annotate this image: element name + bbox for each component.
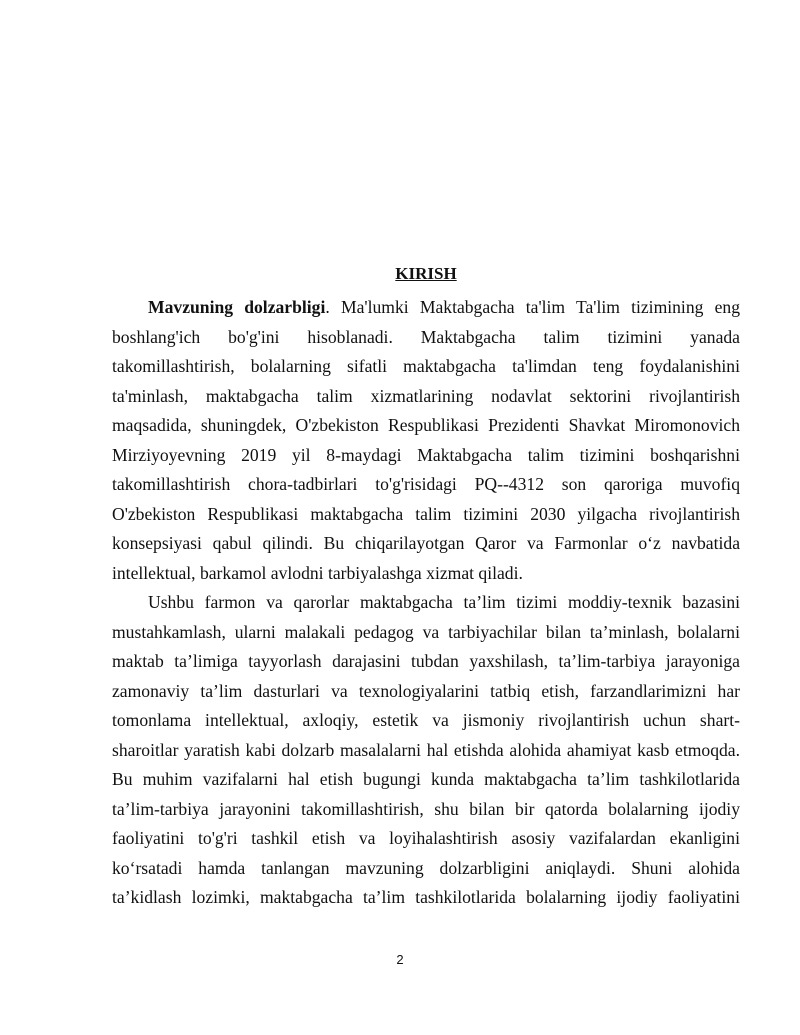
paragraph-2-line: faoliyatini to'g'ri tashkil etish va loyihalashtirish asosiy vazifalardan ekanligini (112, 828, 740, 848)
paragraph-1-line: takomillashtirish, bolalarning sifatli maktabgacha ta'limdan teng foydalanishini (112, 356, 740, 376)
page-number: 2 (396, 952, 404, 967)
topic-relevance-label: Mavzuning dolzarbligi (148, 297, 326, 317)
paragraph-1-line: Mirziyoyevning 2019 yil 8-maydagi Maktabgacha talim tizimini boshqarishni (112, 444, 740, 465)
paragraph-1-line: boshlang'ich bo'g'ini hisoblanadi. Maktabgacha talim tizimini yanada (112, 326, 740, 347)
paragraph-2-line: ko‘rsatadi hamda tanlangan mavzuning dolzarbligini aniqlaydi. Shuni alohida (112, 857, 740, 878)
paragraph-1-line: takomillashtirish chora-tadbirlari to'g'risidagi PQ--4312 son qaroriga muvofiq (112, 474, 740, 494)
paragraph-2-line: tomonlama intellektual, axloqiy, estetik va jismoniy rivojlantirish uchun shart- (112, 710, 740, 730)
paragraph-2-line: ta’lim-tarbiya jarayonini takomillashtirish, shu bilan bir qatorda bolalarning ijodiy (112, 798, 740, 819)
paragraph-2-line: maktab ta’limiga tayyorlash darajasini tubdan yaxshilash, ta’lim-tarbiya jarayoniga (112, 651, 740, 671)
paragraph-1-line (112, 293, 740, 323)
paragraph-2-line: ta’kidlash lozimki, maktabgacha ta’lim tashkilotlarida bolalarning ijodiy faoliyatini (112, 887, 740, 907)
paragraph-2-line: Bu muhim vazifalarni hal etish bugungi kunda maktabgacha ta’lim tashkilotlarida (112, 769, 740, 789)
paragraph-2-line: zamonaviy ta’lim dasturlari va texnologiyalarini tatbiq etish, farzandlarimizni har (112, 680, 740, 701)
section-heading: KIRISH (395, 264, 457, 283)
paragraph-1-line: maqsadida, shuningdek, O'zbekiston Respublikasi Prezidenti Shavkat Miromonovich (112, 415, 740, 435)
paragraph-2-line: sharoitlar yaratish kabi dolzarb masalalarni hal etishda alohida ahamiyat kasb etmoqda. (112, 739, 740, 760)
paragraph-1-line: intellektual, barkamol avlodni tarbiyalashga xizmat qiladi. (112, 562, 523, 583)
paragraph-1-lead-text: . Ma'lumki Maktabgacha ta'lim Ta'lim tizimining eng (325, 297, 740, 317)
paragraph-1-line: O'zbekiston Respublikasi maktabgacha talim tizimini 2030 yilgacha rivojlantirish (112, 503, 740, 524)
body-text (112, 293, 740, 913)
paragraph-2-line: mustahkamlash, ularni malakali pedagog va tarbiyachilar bilan ta’minlash, bolalarni (112, 621, 740, 642)
paragraph-1-line: ta'minlash, maktabgacha talim xizmatlarining nodavlat sektorini rivojlantirish (112, 385, 740, 406)
paragraph-2-line: Ushbu farmon va qarorlar maktabgacha ta’lim tizimi moddiy-texnik bazasini (148, 592, 740, 612)
paragraph-1-line: konsepsiyasi qabul qilindi. Bu chiqarilayotgan Qaror va Farmonlar o‘z navbatida (112, 533, 740, 553)
